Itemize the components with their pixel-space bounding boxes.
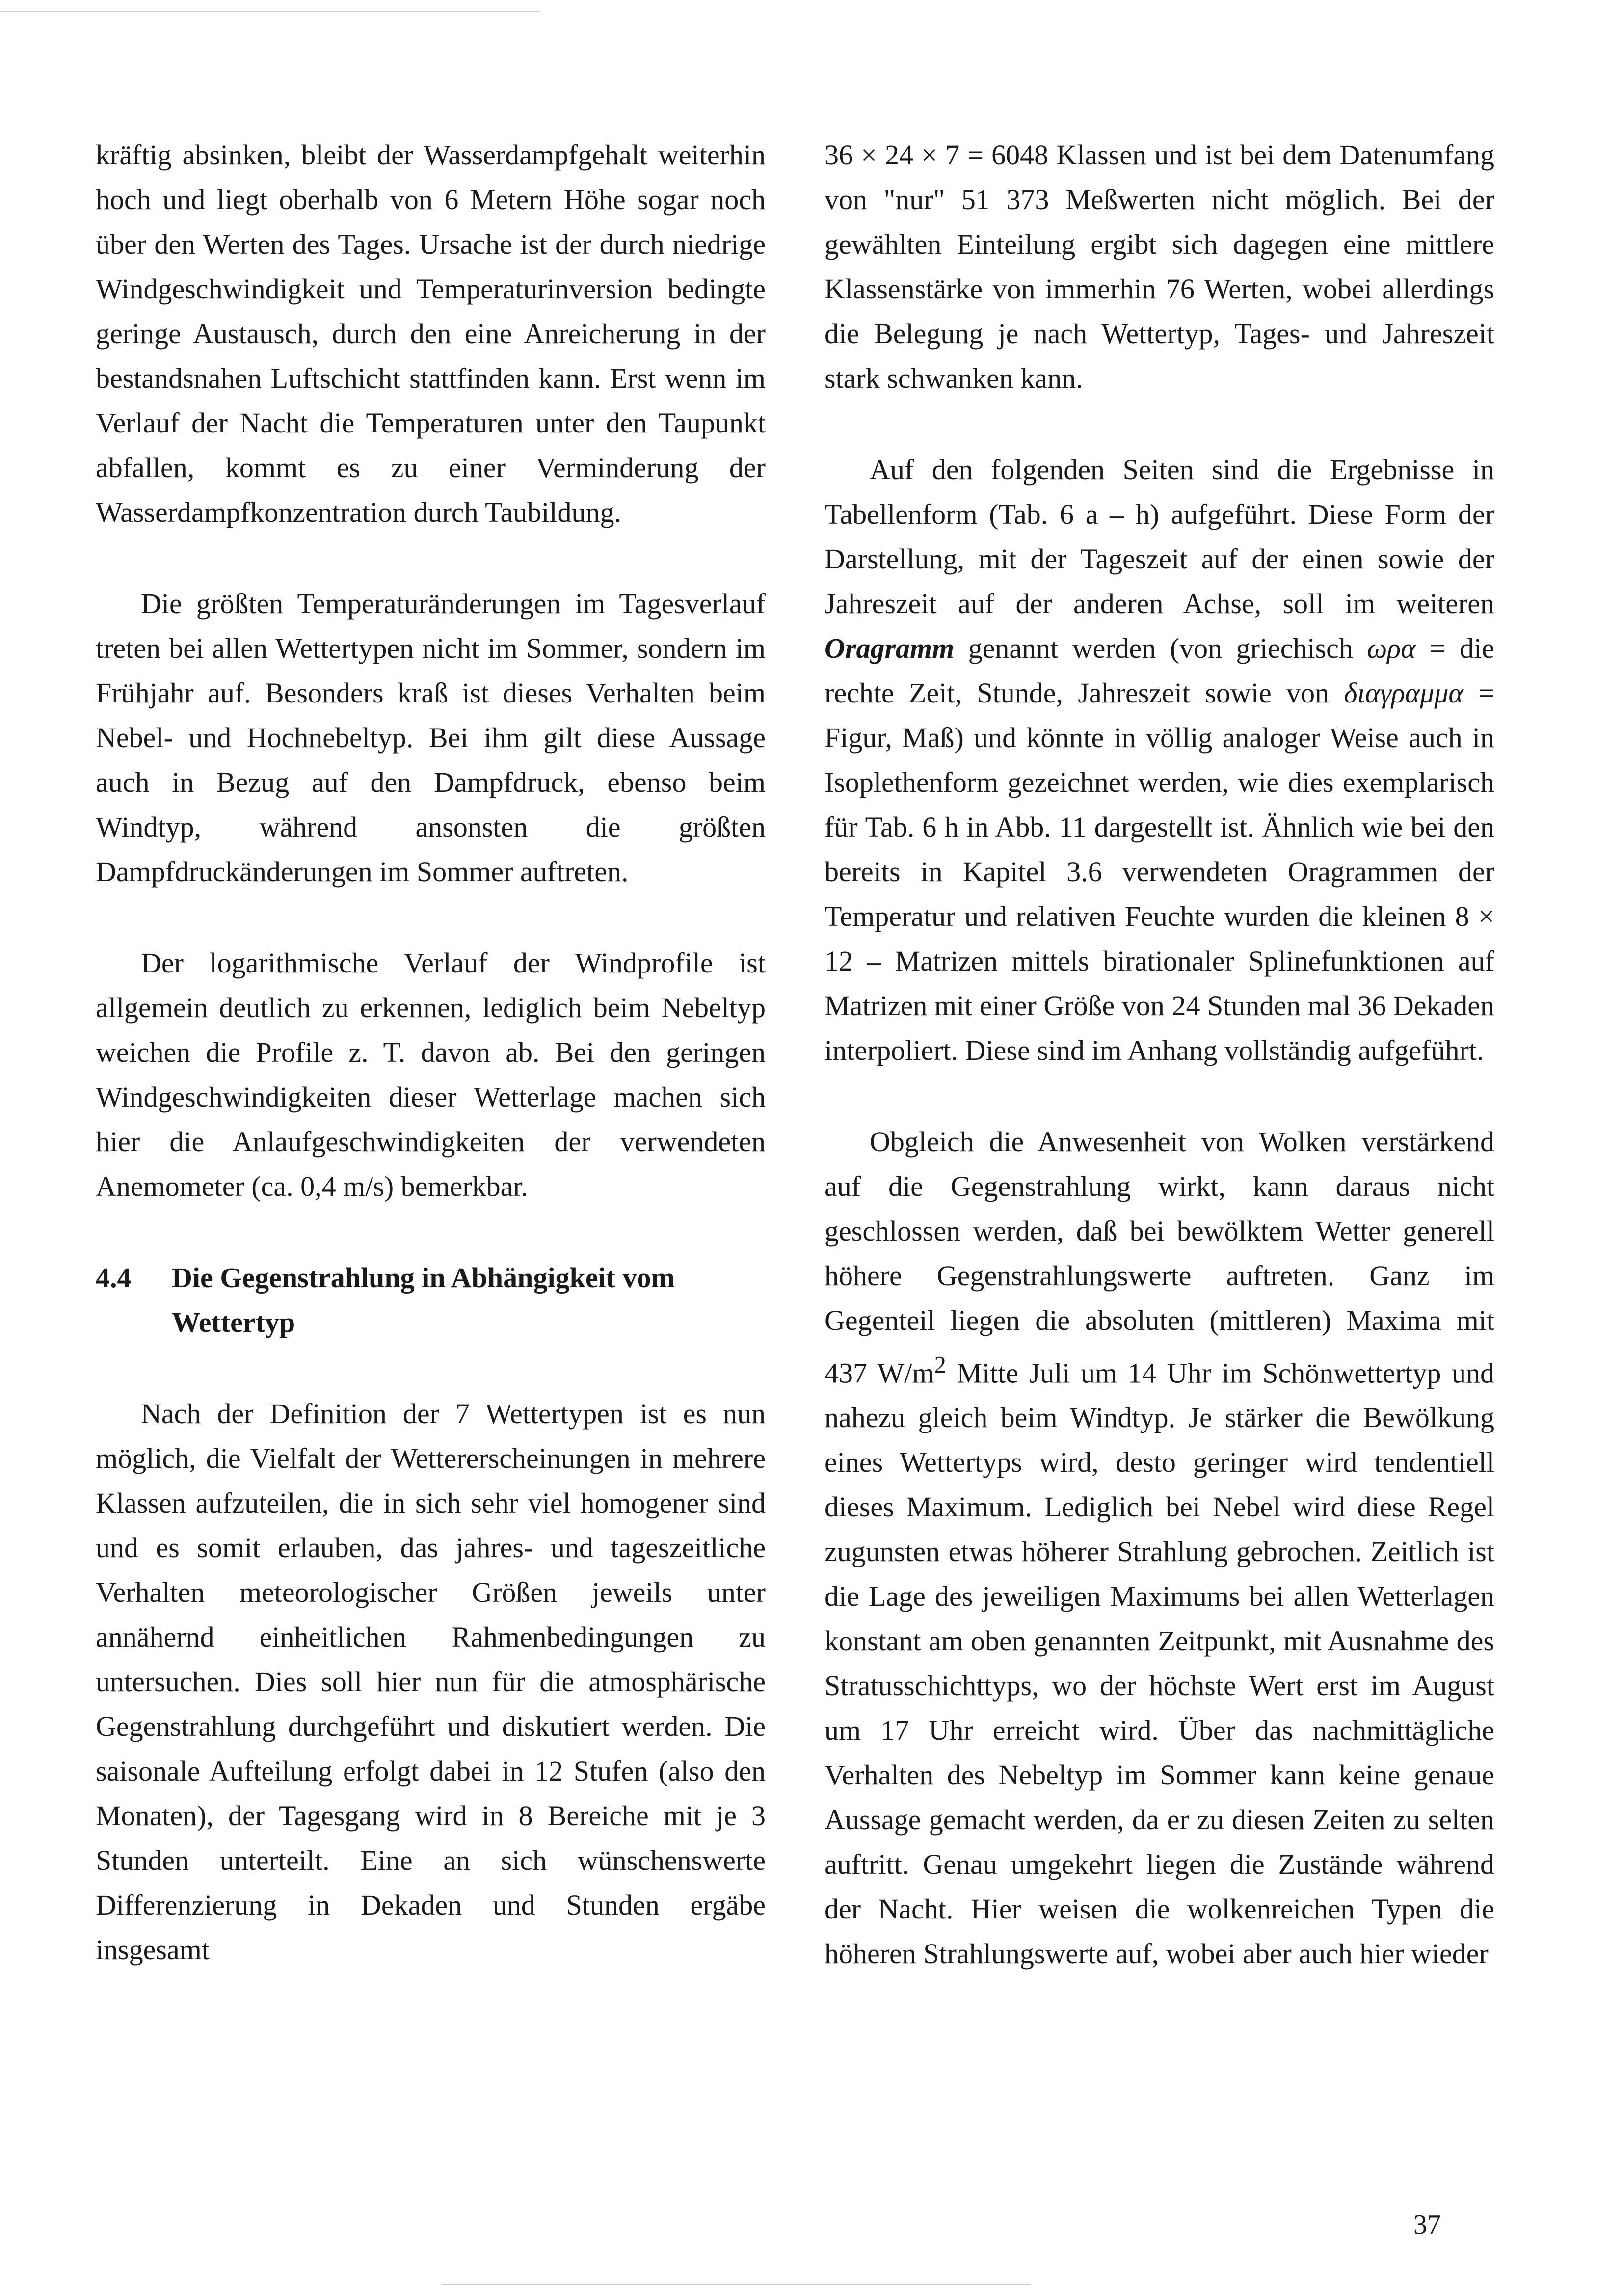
page-number: 37 xyxy=(1413,2210,1441,2240)
text-run: genannt werden (von griechisch xyxy=(954,632,1367,664)
left-column xyxy=(96,133,766,2019)
greek-word: ωρα xyxy=(1367,632,1416,664)
section-title: Die Gegenstrahlung in Abhängigkeit vom Wettertyp xyxy=(172,1262,675,1338)
section-heading xyxy=(96,1255,766,1345)
paragraph: Nach der Definition der 7 Wettertypen ist es nun möglich, die Vielfalt der Wettererscheinungen in mehrere Klassen aufzuteilen, die in sich sehr viel homogener sind und es somit erlauben, das jahres- und tageszeitliche Verhalten meteorologischer Größen jeweils unter annähernd einheitlichen Rahmenbedingungen zu untersuchen. Dies soll hier nun für die atmosphärische Gegenstrahlung durchgeführt und diskutiert werden. Die saisonale Aufteilung erfolgt dabei in 12 Stufen (also den Monaten), der Tagesgang wird in 8 Bereiche mit je 3 Stunden unterteilt. Eine an sich wünschenswerte Differenzierung in Dekaden und Stunden ergäbe insgesamt xyxy=(96,1398,766,1966)
text-run: Auf den folgenden Seiten sind die Ergebnisse in Tabellenform (Tab. 6 a – h) aufgeführt. Diese Form der Darstellung, mit der Tageszeit auf der einen sowie der Jahreszeit auf der anderen Achse, soll im weiteren xyxy=(825,454,1494,620)
paragraph xyxy=(825,447,1494,1073)
section-number: 4.4 xyxy=(96,1262,132,1294)
term-oragramm: Oragramm xyxy=(825,632,955,664)
paragraph: 36 × 24 × 7 = 6048 Klassen und ist bei dem Datenumfang von "nur" 51 373 Meßwerten nicht möglich. Bei der gewählten Einteilung ergibt sich dagegen eine mittlere Klassenstärke von immerhin 76 Werten, wobei allerdings die Belegung je nach Wettertyp, Tages- und Jahreszeit stark schwanken kann. xyxy=(825,139,1494,394)
top-scan-rule xyxy=(0,11,540,12)
greek-word: διαγραμμα xyxy=(1344,677,1463,709)
paragraph xyxy=(825,1119,1494,1976)
paragraph: kräftig absinken, bleibt der Wasserdampfgehalt weiterhin hoch und liegt oberhalb von 6 Metern Höhe sogar noch über den Werten des Tages. Ursache ist der durch niedrige Windgeschwindigkeit und Temperaturinversion bedingte geringe Austausch, durch den eine Anreicherung in der bestandsnahen Luftschicht stattfinden kann. Erst wenn im Verlauf der Nacht die Temperaturen unter den Taupunkt abfallen, kommt es zu einer Verminderung der Wasserdampfkonzentration durch Taubildung. xyxy=(96,139,766,528)
text-run: Obgleich die Anwesenheit von Wolken verstärkend auf die Gegenstrahlung wirkt, kann daraus nicht geschlossen werden, daß bei bewölktem Wetter generell höhere Gegenstrahlungswerte auftreten. Ganz im Gegenteil liegen die absoluten (mittleren) Maxima mit 437 W/m xyxy=(825,1126,1494,1389)
bottom-scan-rule xyxy=(442,2284,1031,2285)
text-run: = die rechte Zeit, Stunde, Jahreszeit sowie von xyxy=(825,632,1494,709)
paragraph: Der logarithmische Verlauf der Windprofile ist allgemein deutlich zu erkennen, lediglich beim Nebeltyp weichen die Profile z. T. davon ab. Bei den geringen Windgeschwindigkeiten dieser Wetterlage machen sich hier die Anlaufgeschwindigkeiten der verwendeten Anemometer (ca. 0,4 m/s) bemerkbar. xyxy=(96,947,766,1202)
superscript: 2 xyxy=(934,1352,946,1378)
right-column xyxy=(825,133,1494,2023)
text-run: = Figur, Maß) und könnte in völlig analoger Weise auch in Isoplethenform gezeichnet werden, wie dies exemplarisch für Tab. 6 h in Abb. 11 dargestellt ist. Ähnlich wie bei den bereits in Kapitel 3.6 verwendeten Oragrammen der Temperatur und relativen Feuchte wurden die kleinen 8 × 12 – Matrizen mittels birationaler Splinefunktionen auf Matrizen mit einer Größe von 24 Stunden mal 36 Dekaden interpoliert. Diese sind im Anhang vollständig aufgeführt. xyxy=(825,677,1494,1066)
text-run: Mitte Juli um 14 Uhr im Schönwettertyp und nahezu gleich beim Windtyp. Je stärker die Bewölkung eines Wettertyps wird, desto geringer wird tendentiell dieses Maximum. Lediglich bei Nebel wird diese Regel zugunsten etwas höherer Strahlung gebrochen. Zeitlich ist die Lage des jeweiligen Maximums bei allen Wetterlagen konstant am oben genannten Zeitpunkt, mit Ausnahme des Stratusschichttyps, wo der höchste Wert erst im August um 17 Uhr erreicht wird. Über das nachmittägliche Verhalten des Nebeltyp im Sommer kann keine genaue Aussage gemacht werden, da er zu diesen Zeiten zu selten auftritt. Genau umgekehrt liegen die Zustände während der Nacht. Hier weisen die wolkenreichen Typen die höheren Strahlungswerte auf, wobei aber auch hier wieder xyxy=(825,1357,1494,1970)
paragraph: Die größten Temperaturänderungen im Tagesverlauf treten bei allen Wettertypen nicht im Sommer, sondern im Frühjahr auf. Besonders kraß ist dieses Verhalten beim Nebel- und Hochnebeltyp. Bei ihm gilt diese Aussage auch in Bezug auf den Dampfdruck, ebenso beim Windtyp, während ansonsten die größten Dampfdruckänderungen im Sommer auftreten. xyxy=(96,588,766,888)
